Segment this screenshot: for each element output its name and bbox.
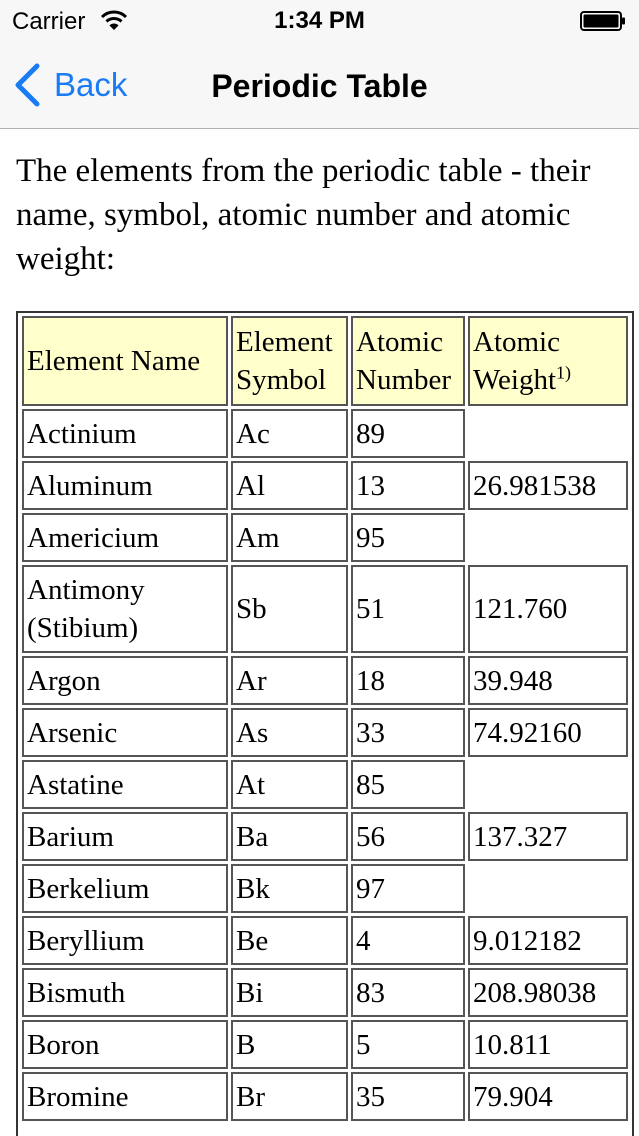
cell-element-name: Antimony (Stibium)	[22, 565, 228, 653]
cell-atomic-number: 4	[351, 916, 465, 965]
cell-element-symbol: Ba	[231, 812, 348, 861]
status-time: 1:34 PM	[274, 7, 365, 34]
table-row	[22, 513, 628, 562]
cell-atomic-number: 5	[351, 1020, 465, 1069]
cell-atomic-weight: 121.760	[468, 565, 628, 653]
table-row	[22, 1020, 628, 1069]
cell-atomic-number: 95	[351, 513, 465, 562]
cell-element-symbol: Be	[231, 916, 348, 965]
cell-atomic-number: 18	[351, 656, 465, 705]
cell-atomic-weight	[468, 409, 628, 458]
cell-element-name: Actinium	[22, 409, 228, 458]
cell-atomic-weight: 10.811	[468, 1020, 628, 1069]
cell-element-name: Boron	[22, 1020, 228, 1069]
carrier-label: Carrier	[12, 8, 86, 35]
cell-atomic-number: 56	[351, 812, 465, 861]
header-number-line2: Number	[356, 364, 452, 396]
cell-element-name: Arsenic	[22, 708, 228, 757]
header-element-symbol	[231, 316, 348, 406]
battery-icon	[580, 11, 626, 31]
cell-atomic-number: 89	[351, 409, 465, 458]
cell-element-symbol: As	[231, 708, 348, 757]
table-row	[22, 656, 628, 705]
table-row	[22, 461, 628, 510]
cell-atomic-weight: 9.012182	[468, 916, 628, 965]
cell-atomic-weight: 26.981538	[468, 461, 628, 510]
cell-element-symbol: Ac	[231, 409, 348, 458]
cell-atomic-number: 51	[351, 565, 465, 653]
table-row	[22, 708, 628, 757]
cell-atomic-weight: 137.327	[468, 812, 628, 861]
table-row	[22, 409, 628, 458]
cell-atomic-weight: 208.98038	[468, 968, 628, 1017]
cell-atomic-weight	[468, 513, 628, 562]
elements-table	[19, 313, 631, 1124]
header-element-name: Element Name	[22, 316, 228, 406]
cell-atomic-weight: 39.948	[468, 656, 628, 705]
cell-element-symbol: B	[231, 1020, 348, 1069]
cell-atomic-weight	[468, 760, 628, 809]
header-weight-line1: Atomic	[473, 326, 560, 358]
cell-element-name: Argon	[22, 656, 228, 705]
table-row	[22, 1072, 628, 1121]
top-bar	[0, 0, 639, 129]
cell-element-name: Beryllium	[22, 916, 228, 965]
cell-atomic-weight: 74.92160	[468, 708, 628, 757]
header-atomic-weight	[468, 316, 628, 406]
cell-element-name: Americium	[22, 513, 228, 562]
table-row	[22, 916, 628, 965]
cell-element-symbol: Br	[231, 1072, 348, 1121]
cell-atomic-number: 35	[351, 1072, 465, 1121]
table-row	[22, 864, 628, 913]
cell-element-symbol: Bi	[231, 968, 348, 1017]
cell-element-symbol: Bk	[231, 864, 348, 913]
table-row	[22, 968, 628, 1017]
table-body	[22, 409, 628, 1121]
cell-element-symbol: Sb	[231, 565, 348, 653]
cell-element-name: Barium	[22, 812, 228, 861]
page-title: Periodic Table	[211, 68, 428, 104]
web-content[interactable]	[0, 129, 639, 1136]
cell-atomic-number: 33	[351, 708, 465, 757]
cell-element-name: Aluminum	[22, 461, 228, 510]
cell-element-symbol: At	[231, 760, 348, 809]
header-number-line1: Atomic	[356, 326, 443, 358]
weight-footnote-marker[interactable]: 1)	[556, 362, 572, 383]
table-row	[22, 760, 628, 809]
cell-atomic-weight: 79.904	[468, 1072, 628, 1121]
cell-element-symbol: Al	[231, 461, 348, 510]
intro-paragraph: The elements from the periodic table - their name, symbol, atomic number and atomic weight:	[16, 153, 591, 277]
cell-atomic-number: 97	[351, 864, 465, 913]
cell-element-name: Berkelium	[22, 864, 228, 913]
back-label: Back	[54, 66, 128, 103]
cell-element-symbol: Am	[231, 513, 348, 562]
navigation-bar	[0, 40, 639, 128]
cell-element-name: Bismuth	[22, 968, 228, 1017]
elements-table-container	[16, 311, 634, 1136]
cell-element-name: Astatine	[22, 760, 228, 809]
table-row	[22, 565, 628, 653]
status-bar	[0, 0, 639, 40]
cell-element-name: Bromine	[22, 1072, 228, 1121]
header-weight-line2: Weight	[473, 364, 557, 396]
table-header-row	[22, 316, 628, 406]
cell-atomic-weight	[468, 864, 628, 913]
cell-element-symbol: Ar	[231, 656, 348, 705]
cell-atomic-number: 83	[351, 968, 465, 1017]
cell-atomic-number: 85	[351, 760, 465, 809]
header-symbol-line1: Element	[236, 326, 333, 358]
table-row	[22, 812, 628, 861]
header-symbol-line2: Symbol	[236, 364, 327, 396]
header-atomic-number	[351, 316, 465, 406]
cell-atomic-number: 13	[351, 461, 465, 510]
